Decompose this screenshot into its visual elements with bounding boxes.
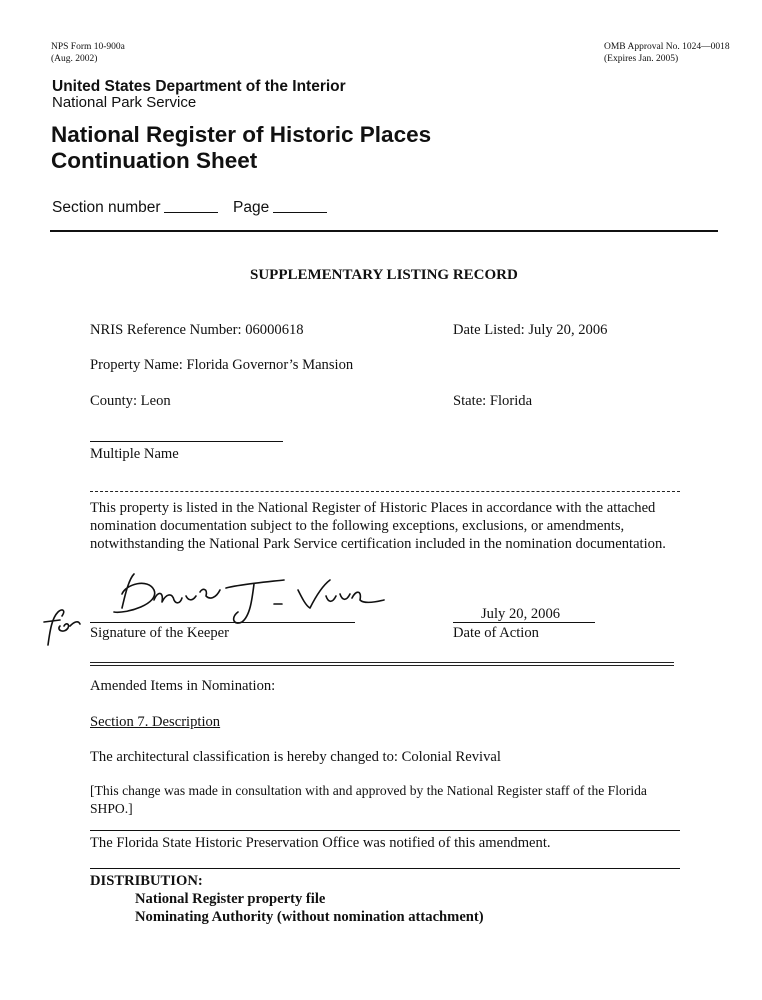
- state: State: Florida: [453, 393, 533, 409]
- nris-reference: NRIS Reference Number: 06000618: [90, 322, 304, 338]
- date-of-action-label: Date of Action: [453, 625, 539, 641]
- section-number-label: Section number: [52, 199, 161, 216]
- form-number: NPS Form 10-900a: [51, 42, 125, 52]
- multiple-name-blank: [90, 441, 283, 442]
- notification-top-rule: [90, 830, 680, 831]
- omb-expires: (Expires Jan. 2005): [604, 54, 679, 64]
- form-title-line2: Continuation Sheet: [51, 148, 258, 173]
- amended-section-title: Section 7. Description: [90, 714, 221, 730]
- agency-name: National Park Service: [52, 94, 197, 111]
- shpo-notification: The Florida State Historic Preservation Office was notified of this amendment.: [90, 835, 551, 851]
- page-label: Page: [233, 199, 270, 216]
- distribution-top-rule: [90, 868, 680, 869]
- omb-approval: OMB Approval No. 1024—0018: [604, 42, 730, 52]
- form-date: (Aug. 2002): [51, 54, 98, 64]
- property-name: Property Name: Florida Governor’s Mansion: [90, 357, 354, 373]
- section-number-blank: [164, 212, 218, 213]
- county: County: Leon: [90, 393, 171, 409]
- record-heading: SUPPLEMENTARY LISTING RECORD: [250, 267, 518, 283]
- header-divider: [50, 230, 718, 232]
- dashed-divider: [90, 491, 680, 492]
- signature-line: [90, 622, 355, 623]
- date-listed: Date Listed: July 20, 2006: [453, 322, 608, 338]
- signature-label: Signature of the Keeper: [90, 625, 229, 641]
- listing-statement: This property is listed in the National Register of Historic Places in accordance with the attached nomination documentation subject to the following exceptions, exclusions, or amendments, notwithstanding the National Park Service certification included in the nomination documentation.: [90, 500, 666, 552]
- department-name: United States Department of the Interior: [52, 78, 346, 95]
- consultation-note: [This change was made in consultation with and approved by the National Register staff of the Florida SHPO.]: [90, 783, 647, 816]
- action-date: July 20, 2006: [481, 606, 561, 622]
- distribution-heading: DISTRIBUTION:: [90, 873, 203, 889]
- distribution-item: Nominating Authority (without nomination attachment): [135, 909, 484, 925]
- amendments-heading: Amended Items in Nomination:: [90, 678, 276, 694]
- classification-change: The architectural classification is hereby changed to: Colonial Revival: [90, 749, 501, 765]
- distribution-item: National Register property file: [135, 891, 326, 907]
- multiple-name-label: Multiple Name: [90, 446, 179, 462]
- page-blank: [273, 212, 327, 213]
- form-title-line1: National Register of Historic Places: [51, 122, 432, 147]
- action-date-line: [453, 622, 595, 623]
- double-divider: [90, 662, 674, 666]
